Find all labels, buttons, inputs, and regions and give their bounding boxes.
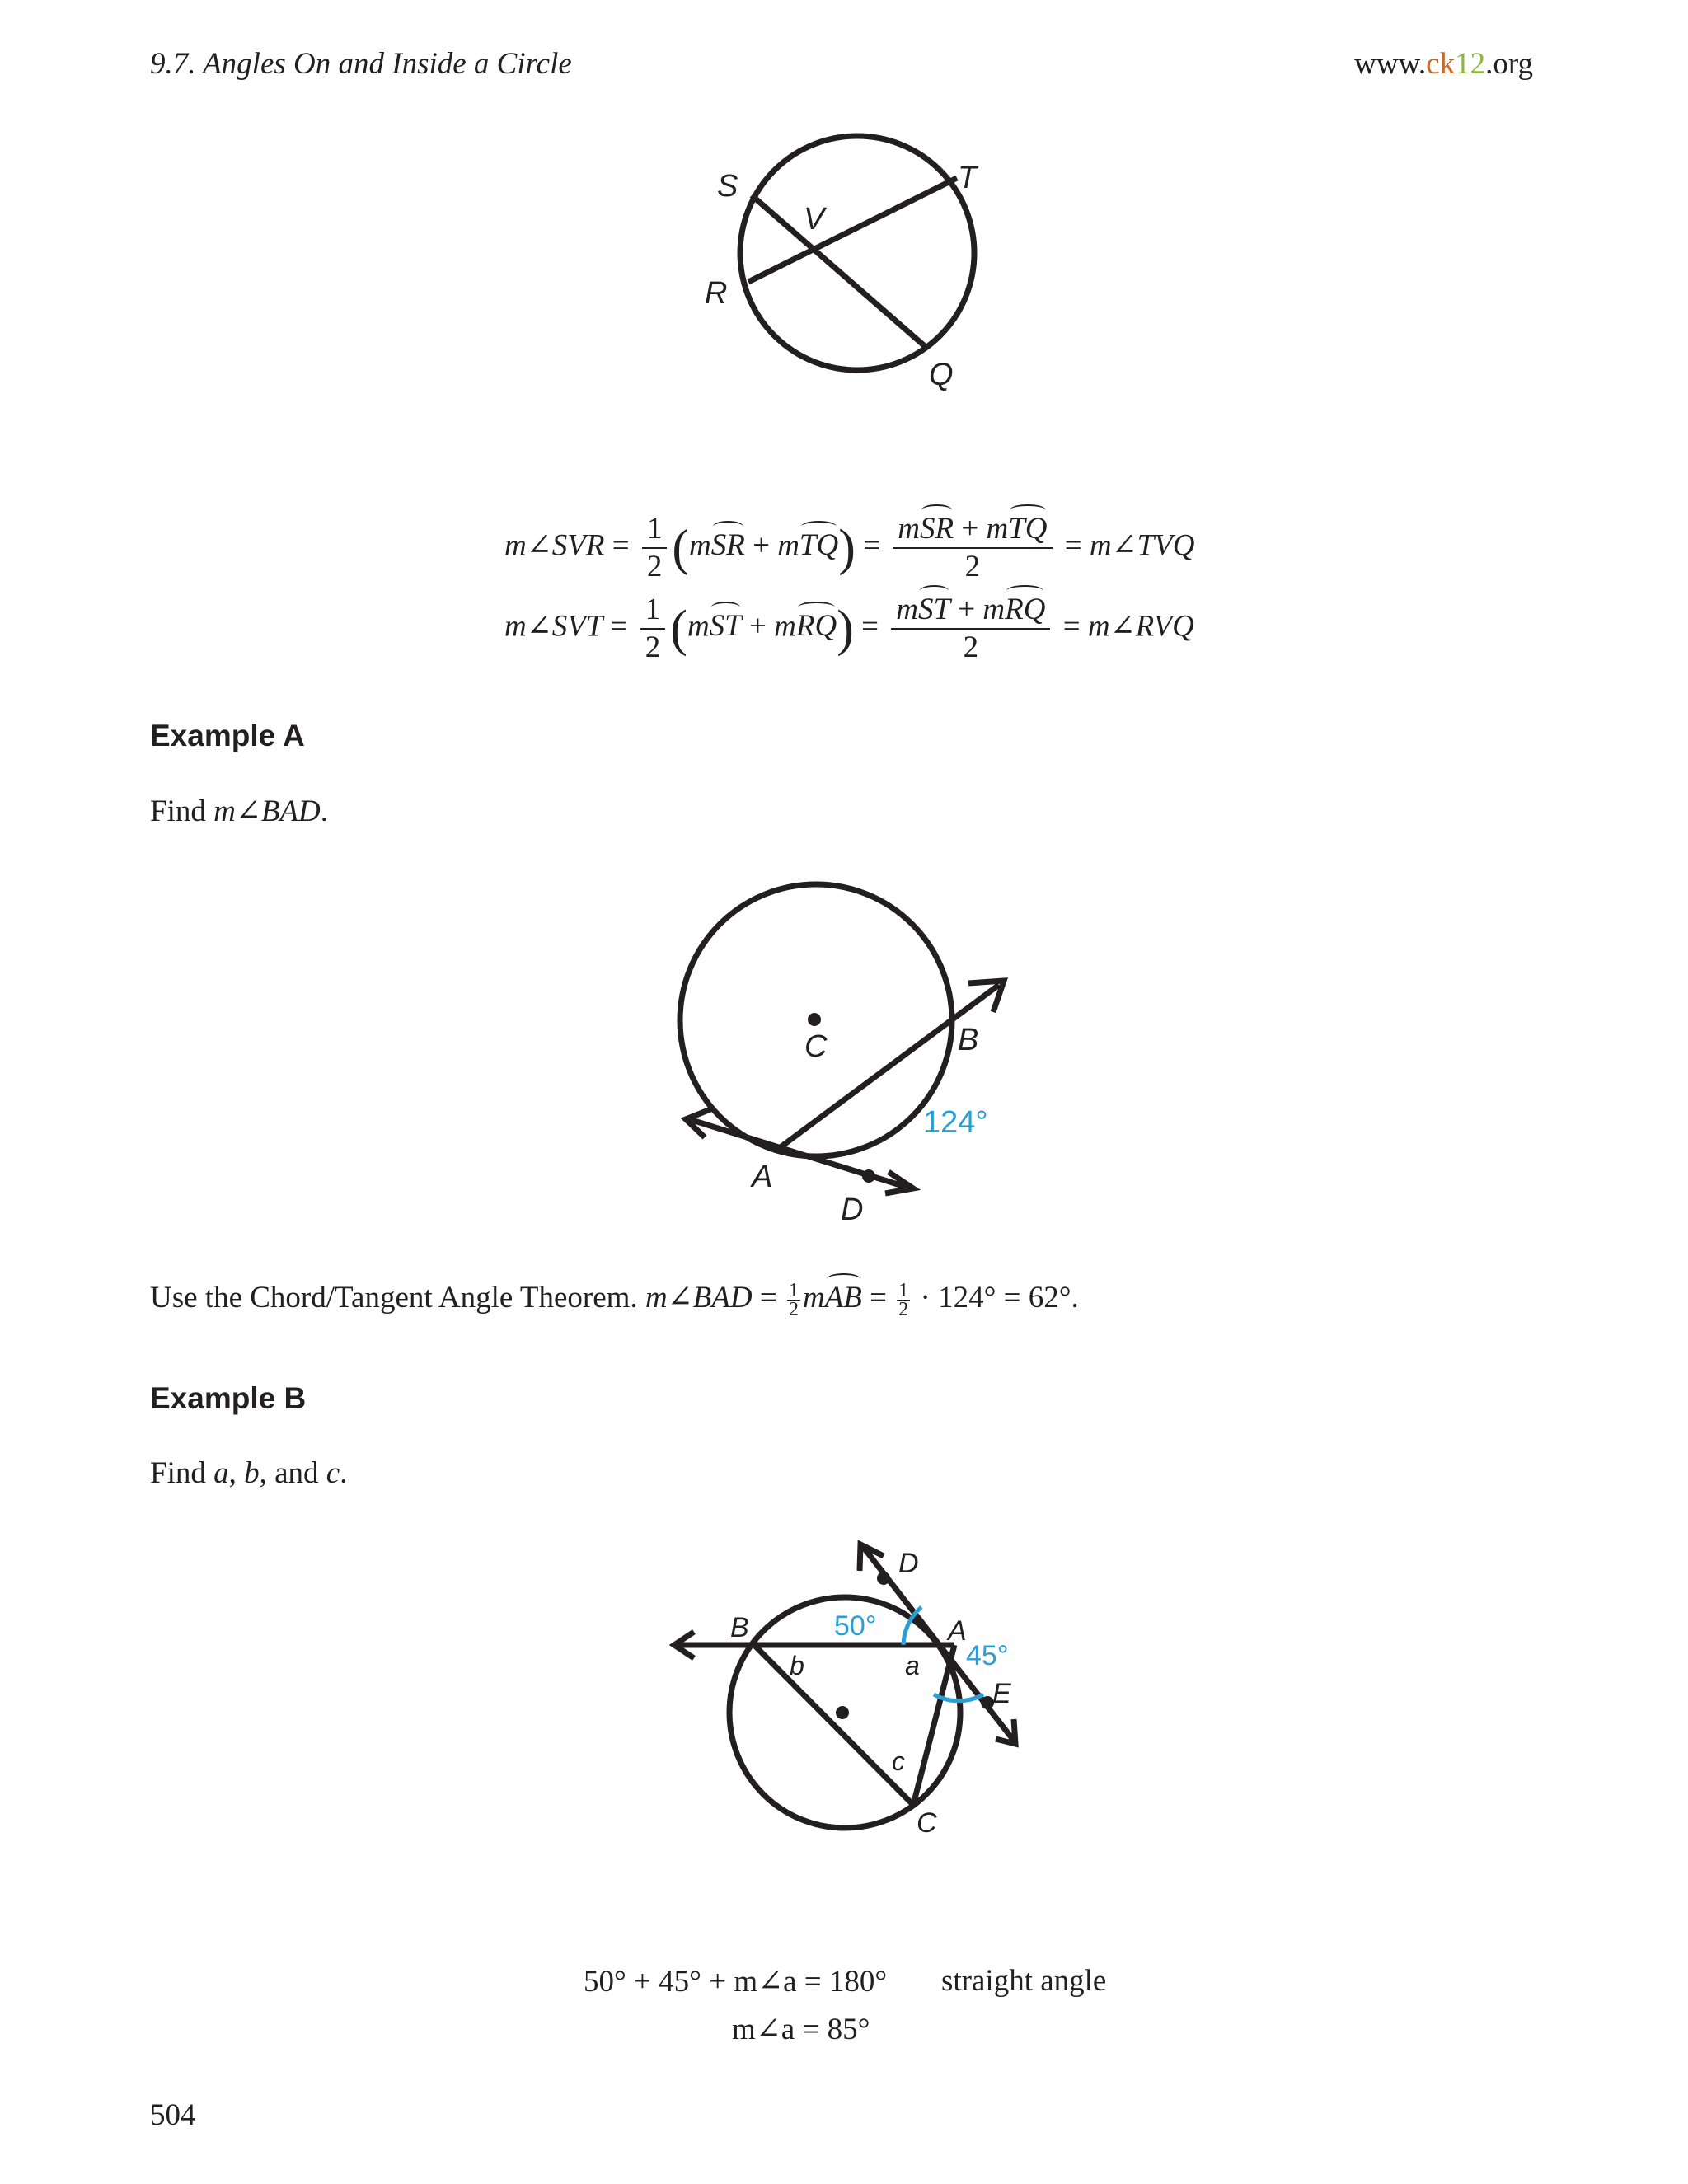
figure-intersecting-chords: [692, 124, 1006, 396]
center-point: [808, 1013, 821, 1026]
example-a-heading: Example A: [150, 719, 305, 752]
arc-sr: SR: [710, 528, 745, 563]
circle: [740, 136, 974, 370]
center-point: [836, 1706, 849, 1719]
label-A: A: [948, 1615, 967, 1647]
label-A: A: [752, 1160, 773, 1194]
eq-rhs: m∠RVQ: [1087, 609, 1194, 644]
label-Q: Q: [929, 358, 954, 392]
angle-label-50: 50°: [834, 1610, 877, 1642]
eq-lhs: m∠SVR: [504, 528, 605, 563]
chord-SQ: [752, 195, 925, 346]
half-fraction: $\frac{1}{2}$: [640, 592, 666, 666]
label-D: D: [841, 1193, 864, 1227]
equation-svr: m∠SVR = $\frac{1}{2}$ (mSR + mTQ) = $\frac{\text{mSR + mTQ}}{2}$ = m∠TVQ: [504, 512, 1195, 583]
example-b-eq2: m∠a = 85°: [732, 2013, 870, 2046]
arc-tq: TQ: [799, 528, 839, 563]
label-D: D: [898, 1548, 919, 1579]
example-b-eq1: [584, 1963, 887, 1999]
label-R: R: [705, 276, 728, 311]
arc-rq: RQ: [795, 609, 837, 644]
arc-st: ST: [709, 609, 742, 644]
eq1-math: 50° + 45° + m∠a = 180°: [584, 1965, 888, 1999]
equation-svt: m∠SVT = $\frac{1}{2}$ (mST + mRQ) = $\frac{\text{mST + mRQ}}{2}$ = m∠RVQ: [504, 593, 1194, 664]
arc-measure-124: 124°: [923, 1105, 988, 1140]
example-a-solution: Use the Chord/Tangent Angle Theorem. m∠BAD = $\frac{1}{2}$ mAB = $\frac{1}{2}$ · 124° = 62°.: [150, 1280, 1079, 1321]
sum-fraction: $\frac{\text{mSR + mTQ}}{2}$: [893, 511, 1052, 585]
point-D: [877, 1572, 890, 1585]
half-fraction: $\frac{1}{2}$: [642, 511, 668, 585]
figure-inscribed-triangle: [659, 1533, 1039, 1838]
label-T: T: [958, 161, 978, 195]
label-B: B: [730, 1612, 749, 1643]
site-url-suffix: .org: [1485, 47, 1533, 81]
example-b-prompt: Find a, b, and c.: [150, 1456, 348, 1490]
site-url-ck: ck: [1426, 47, 1456, 81]
site-url-12: 12: [1455, 47, 1486, 81]
label-E: E: [992, 1678, 1011, 1709]
label-b: b: [790, 1651, 804, 1680]
chord-BC: [754, 1645, 913, 1805]
label-V: V: [804, 202, 825, 237]
site-url[interactable]: [1354, 46, 1533, 82]
site-url-prefix: www.: [1354, 47, 1427, 81]
eq-lhs: m∠SVT: [504, 609, 603, 644]
chord-RT: [748, 178, 957, 282]
label-a: a: [905, 1651, 920, 1680]
label-C: C: [917, 1807, 937, 1838]
label-S: S: [717, 169, 738, 204]
figure-chord-tangent: [659, 865, 1039, 1236]
example-b-eq1-note: straight angle: [941, 1964, 1107, 1998]
angle-label-45: 45°: [966, 1640, 1009, 1671]
example-b-heading: Example B: [150, 1381, 307, 1415]
label-c: c: [892, 1746, 905, 1776]
page-number: 504: [150, 2098, 196, 2132]
label-C: C: [804, 1029, 828, 1064]
label-B: B: [958, 1023, 979, 1057]
sum-fraction: $\frac{\text{mST + mRQ}}{2}$: [891, 592, 1050, 666]
example-a-prompt: Find m∠BAD.: [150, 794, 329, 828]
section-title: 9.7. Angles On and Inside a Circle: [150, 47, 572, 81]
eq-rhs: m∠TVQ: [1089, 528, 1195, 563]
point-D: [862, 1169, 875, 1183]
